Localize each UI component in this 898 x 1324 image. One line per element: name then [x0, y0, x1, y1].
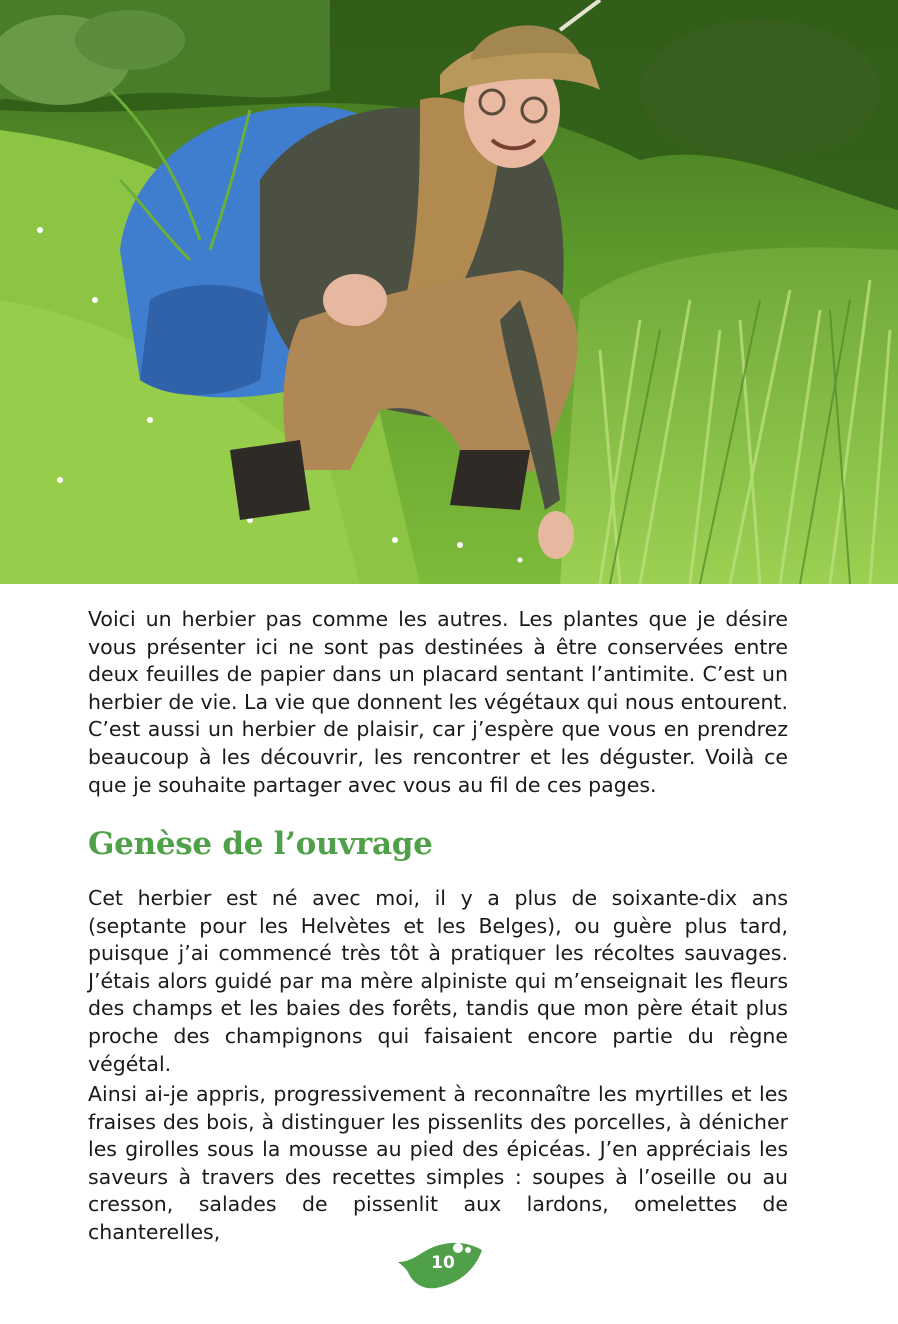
cover-photo	[0, 0, 898, 584]
body-paragraph: Ainsi ai-je appris, progressivement à reconnaître les myrtilles et les fraises des bois, à distinguer les pissenlits des porcelles, à dénicher les girolles sous la mousse au pied des épicéas. J’en appréciais les saveurs à travers des recettes simples : soupes à l’oseille ou au cresson, salades de pissenlit aux lardons, omelettes de chanterelles,	[88, 1082, 788, 1244]
page-number: 10	[431, 1253, 455, 1273]
section-heading: Genèse de l’ouvrage	[88, 826, 433, 862]
intro-paragraph: Voici un herbier pas comme les autres. Les plantes que je désire vous présenter ici ne sont pas destinées à être conservées entre deux feuilles de papier dans un placard sentant l’antimite. C’est un herbier de vie. La vie que donnent les végétaux qui nous entourent. C’est aussi un herbier de plaisir, car j’espère que vous en prendrez beaucoup à les découvrir, les rencontrer et les déguster. Voilà ce que je souhaite partager avec vous au fil de ces pages.	[88, 607, 788, 797]
photo-illustration	[0, 0, 898, 584]
body-paragraph: Cet herbier est né avec moi, il y a plus de soixante-dix ans (septante pour les Helvètes et les Belges), ou guère plus tard, puisque j’ai commencé très tôt à pratiquer les récoltes sauvages. J’étais alors guidé par ma mère alpiniste qui m’enseignait les fleurs des champs et les baies des forêts, tandis que mon père était plus proche des champignons qui faisaient encore partie du règne végétal.	[88, 886, 788, 1076]
